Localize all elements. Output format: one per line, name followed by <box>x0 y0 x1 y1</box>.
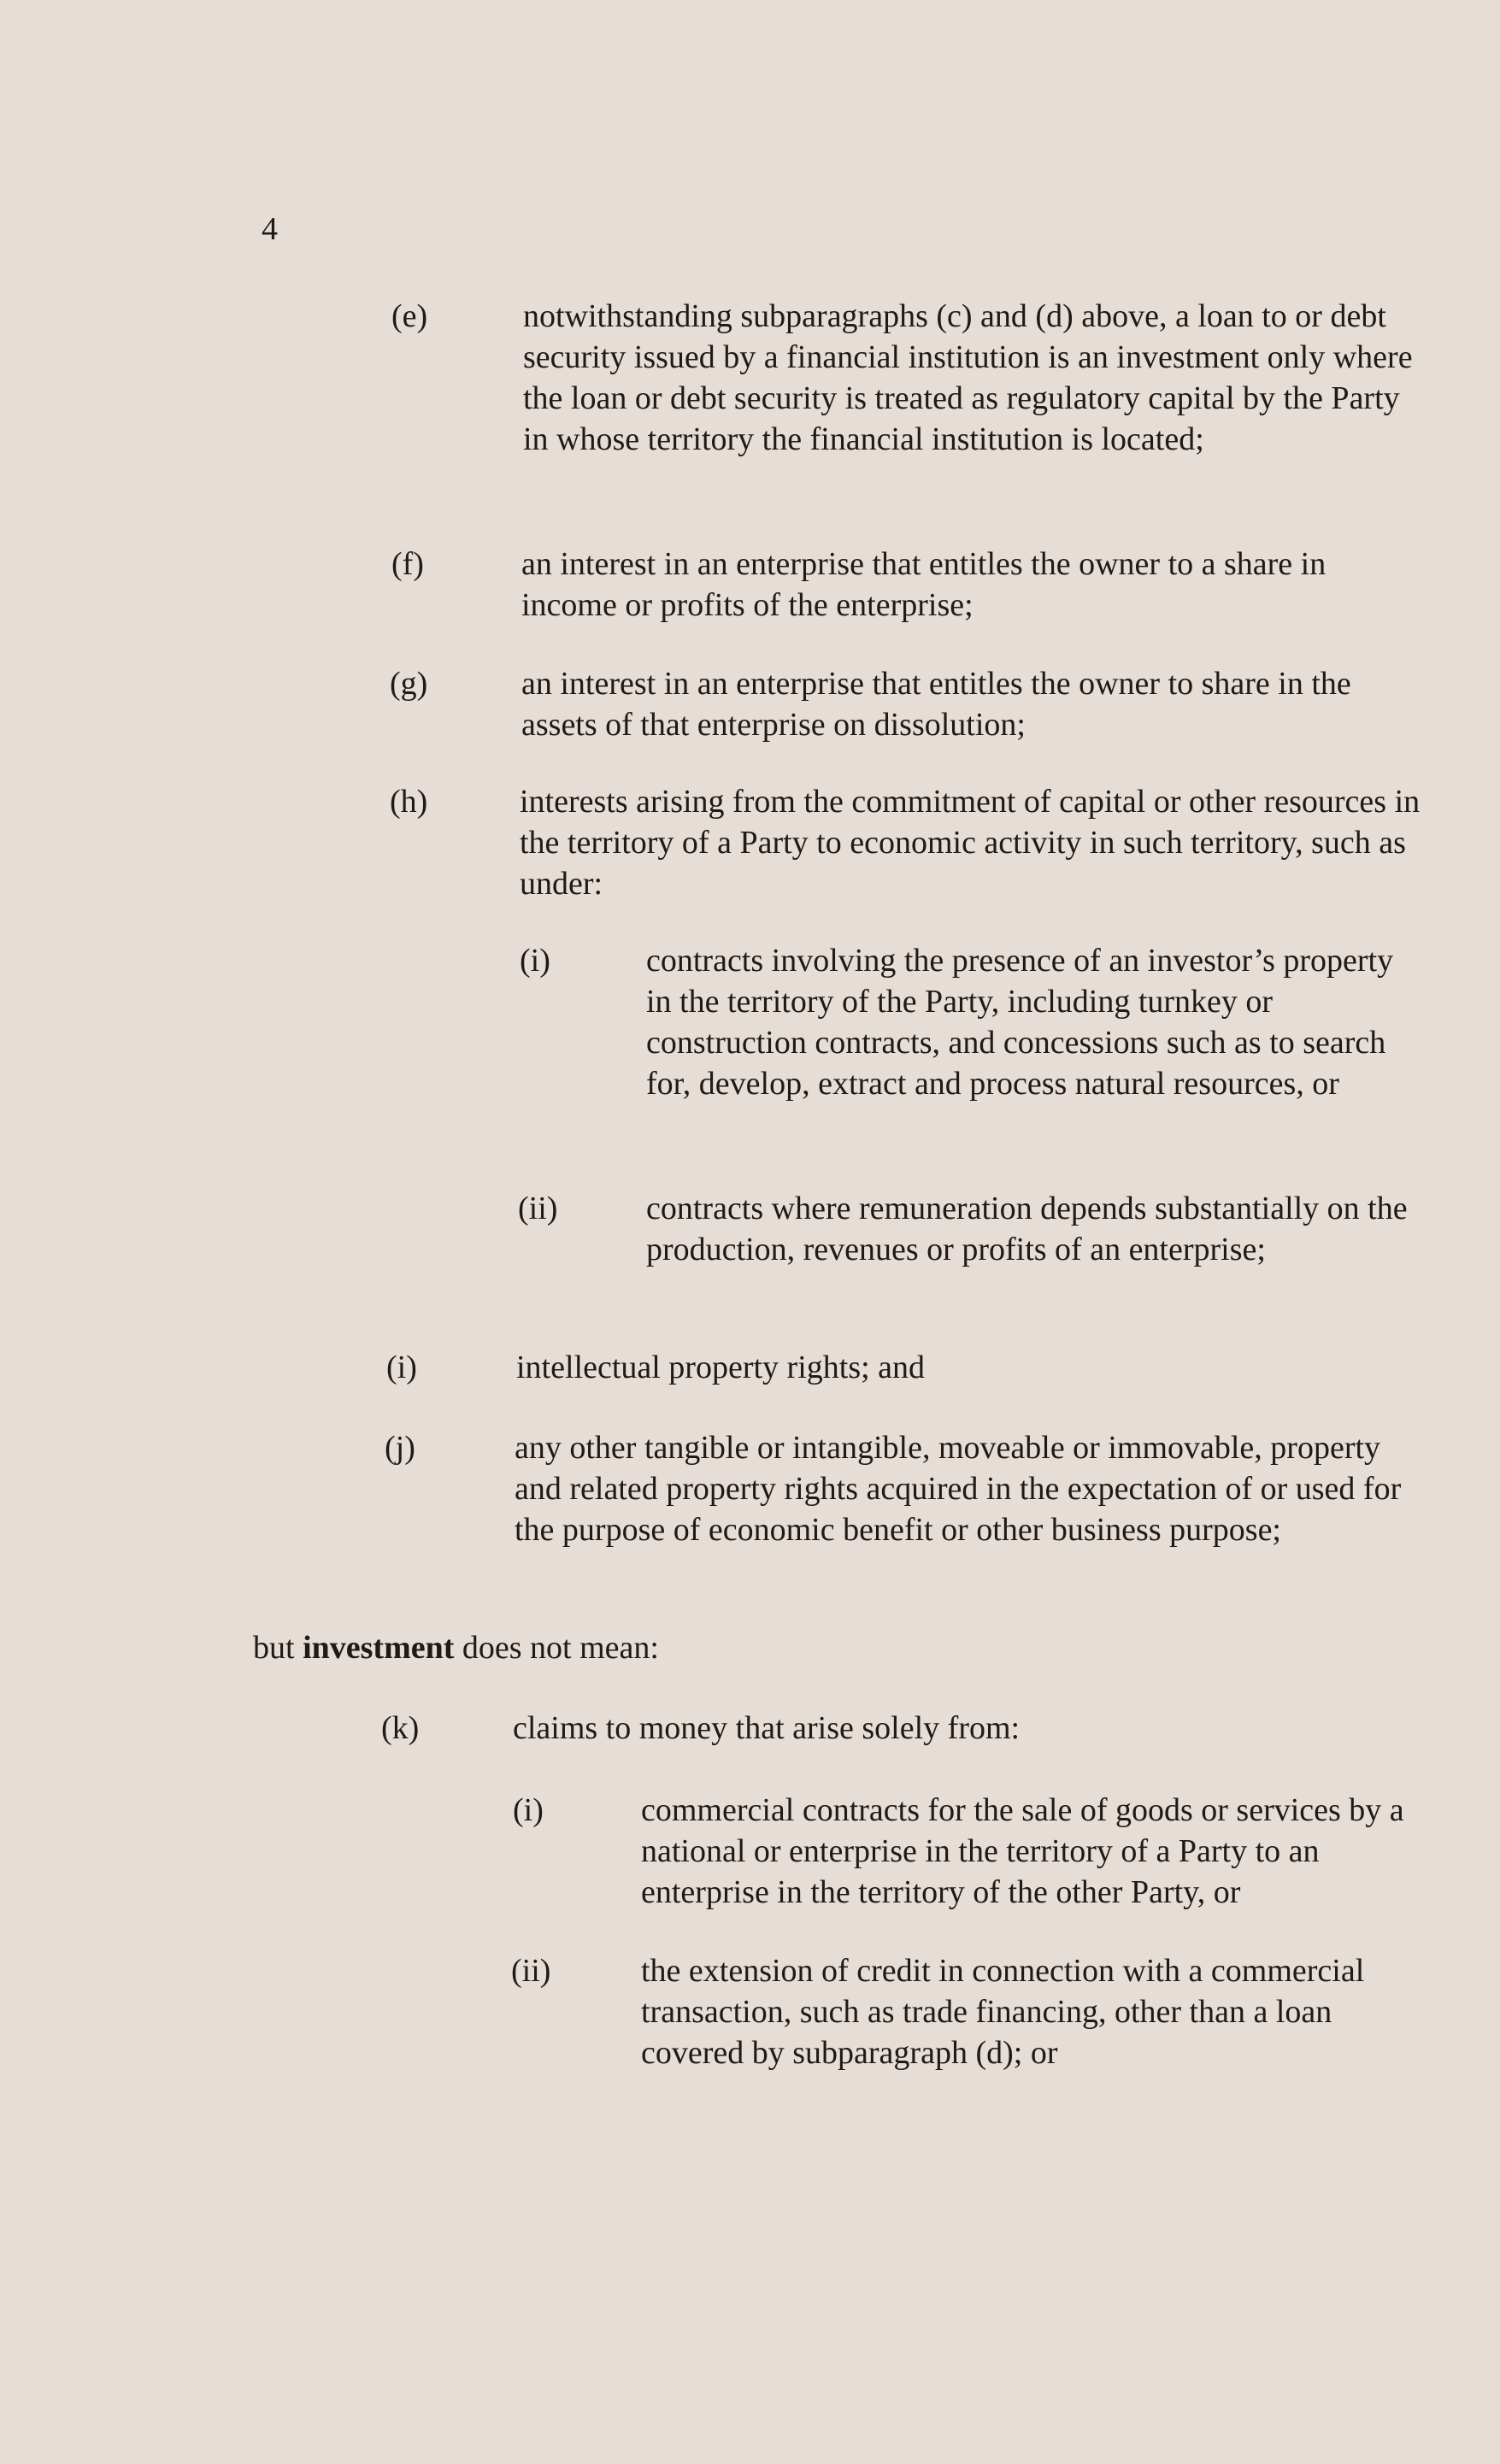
list-item-text: notwithstanding subparagraphs (c) and (d) above, a loan to or debt security issued by a financial institution is an investment only where the loan or debt security is treated as regulatory capital by the Party in whose territory the financial institution is located; <box>523 298 1413 457</box>
list-marker: (h) <box>390 784 428 820</box>
list-marker: (ii) <box>518 1191 558 1226</box>
page-number: 4 <box>262 211 278 247</box>
list-marker: (g) <box>390 666 428 702</box>
list-marker: (i) <box>520 943 550 979</box>
list-item-text: an interest in an enterprise that entitles the owner to a share in income or profits of the enterprise; <box>521 546 1326 623</box>
list-item-text: contracts where remuneration depends substantially on the production, revenues or profits of an enterprise; <box>646 1191 1408 1267</box>
list-item-text: interests arising from the commitment of capital or other resources in the territory of a Party to economic activity in such territory, such as under: <box>520 784 1421 902</box>
list-item-text: intellectual property rights; and <box>516 1350 926 1385</box>
list-marker: (k) <box>381 1710 420 1746</box>
list-marker: (j) <box>385 1430 415 1466</box>
list-marker: (e) <box>391 298 428 334</box>
list-item-text: the extension of credit in connection with a commercial transaction, such as trade financing, other than a loan covered by subparagraph (d); or <box>641 1953 1365 2071</box>
exclusion-intro <box>253 1627 659 1668</box>
list-marker: (i) <box>386 1350 417 1385</box>
list-marker: (f) <box>391 546 424 582</box>
list-item-text: commercial contracts for the sale of goods or services by a national or enterprise in the territory of a Party to an enterprise in the territory of the other Party, or <box>641 1792 1404 1910</box>
list-marker: (i) <box>513 1792 544 1828</box>
list-marker: (ii) <box>511 1953 551 1989</box>
list-item-text: contracts involving the presence of an investor’s property in the territory of the Party, including turnkey or construction contracts, and concessions such as to search for, develop, extract and process natural resources, or <box>646 943 1394 1102</box>
list-item-text: any other tangible or intangible, moveable or immovable, property and related property rights acquired in the expectation of or used for the purpose of economic benefit or other business purpose; <box>515 1430 1402 1548</box>
list-item-text: claims to money that arise solely from: <box>513 1710 1021 1746</box>
defined-term: investment <box>303 1630 455 1666</box>
exclusion-tail: does not mean: <box>454 1630 659 1666</box>
list-item-text: an interest in an enterprise that entitles the owner to share in the assets of that enterprise on dissolution; <box>521 666 1351 743</box>
exclusion-lead: but <box>253 1630 303 1666</box>
